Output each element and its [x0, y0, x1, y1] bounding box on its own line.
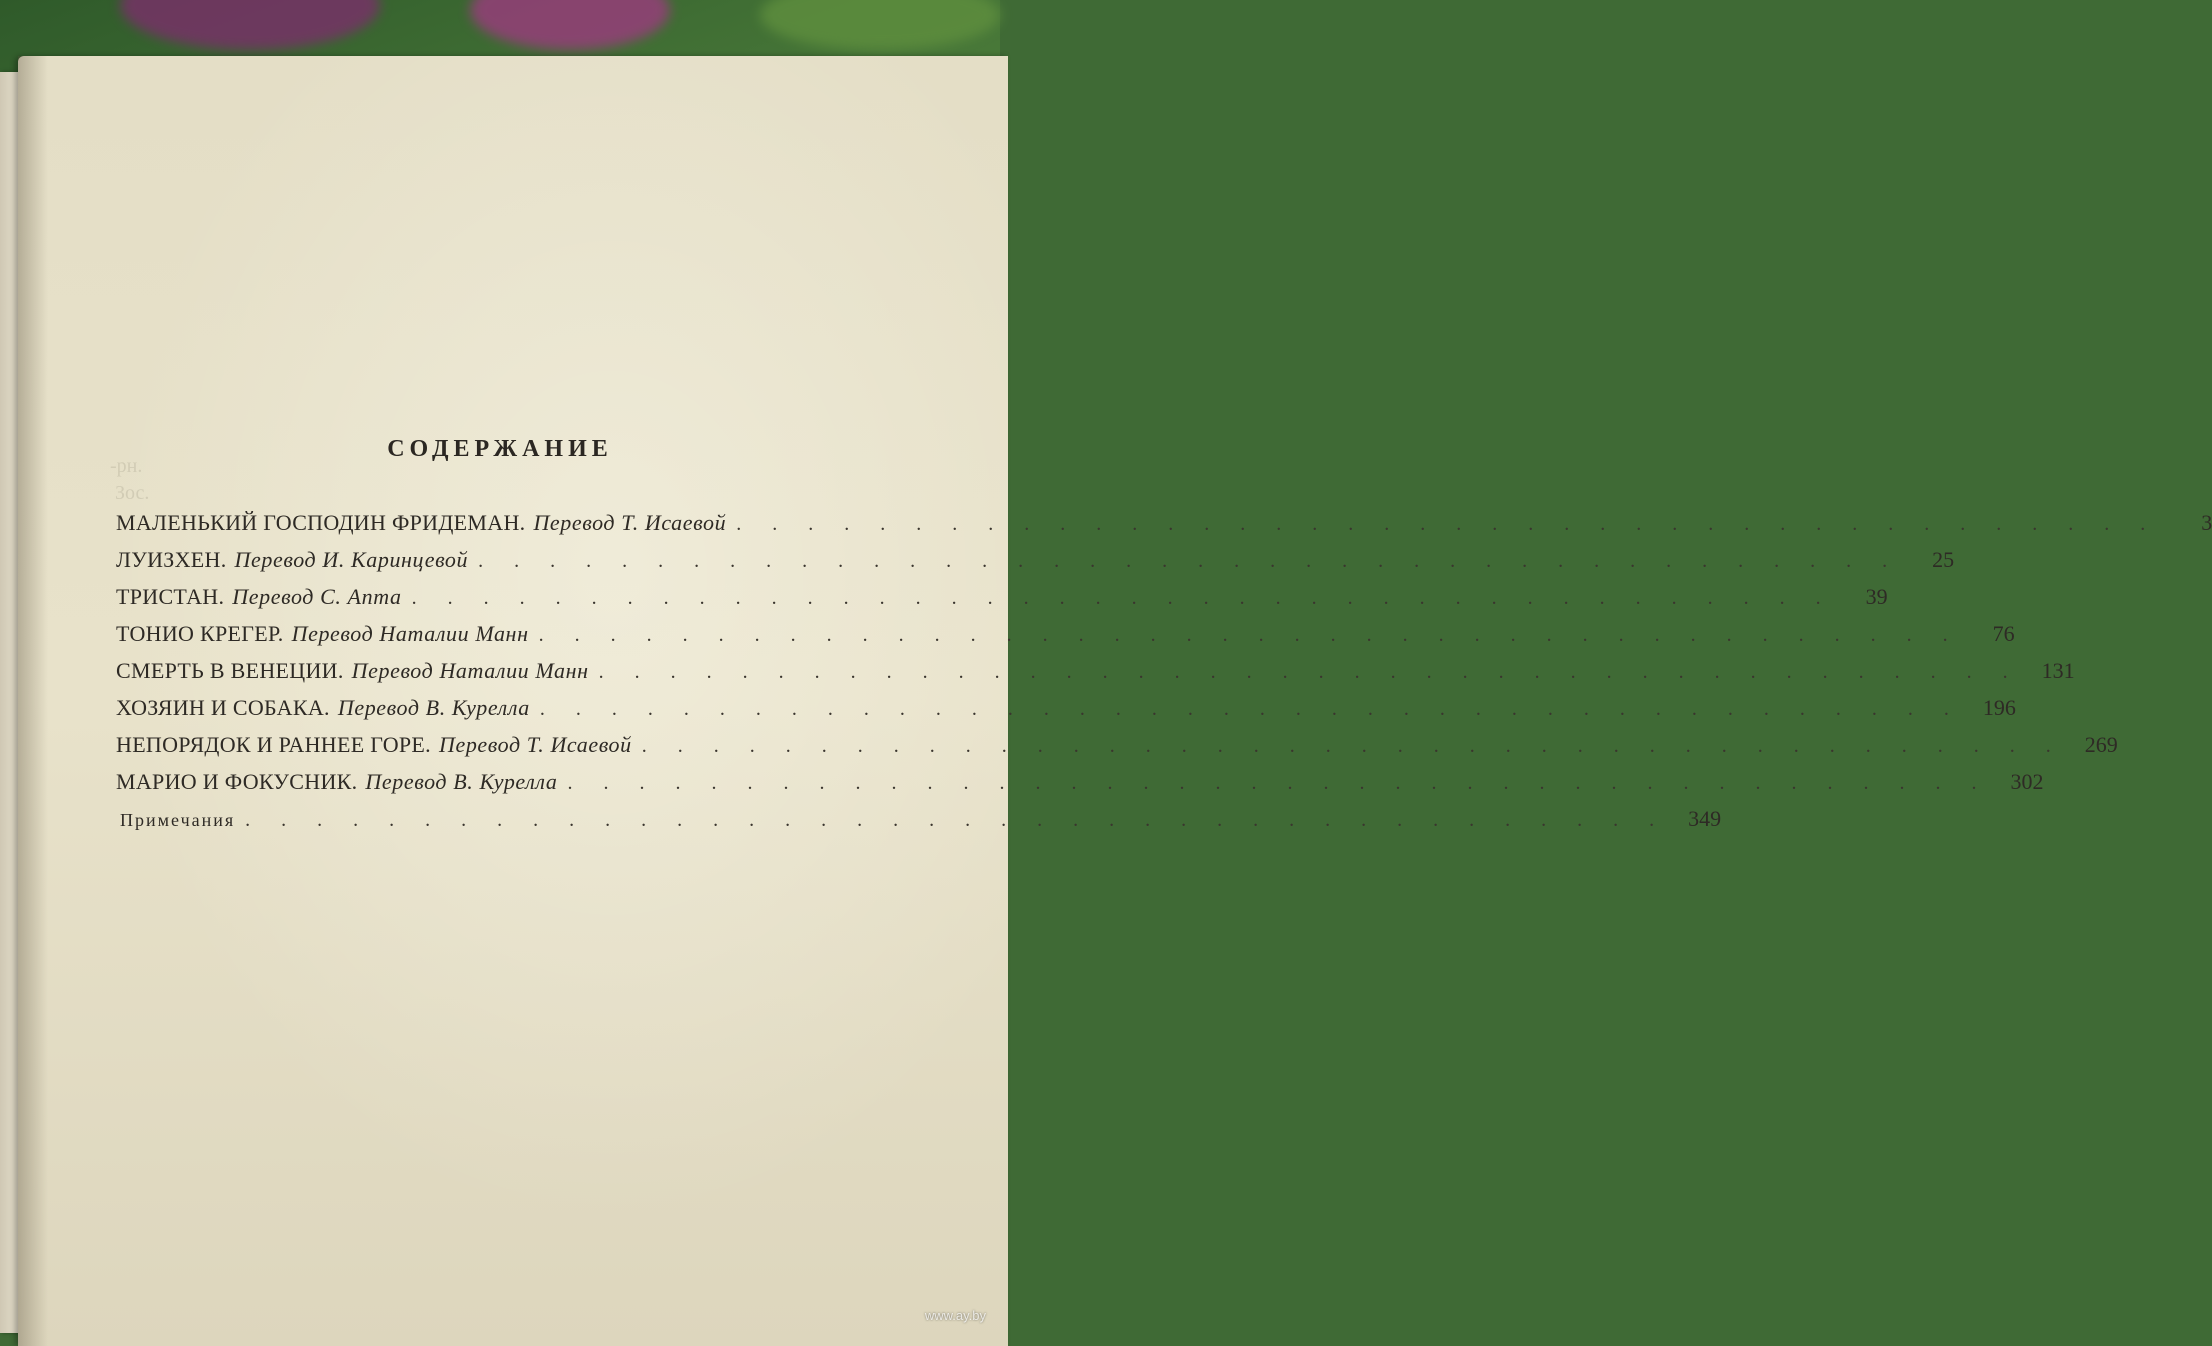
- entry-translator: Перевод Наталии Манн: [291, 621, 529, 646]
- fabric-pattern: [760, 0, 1000, 50]
- dot-leader: . . . . . . . . . . . . . . . . . . . . . . . . . . . . . . . . . . . . . . . .: [411, 587, 1834, 609]
- dot-leader: . . . . . . . . . . . . . . . . . . . . . . . . . . . . . . . . . . . . . . . .: [567, 772, 1990, 794]
- site-watermark: www.ay.by: [924, 1308, 986, 1323]
- entry-page-number: 25: [1932, 547, 1955, 572]
- toc-entry: [116, 695, 2016, 732]
- dot-leader: . . . . . . . . . . . . . . . . . . . . . . . . . . . . . . . . . . . . . . . .: [641, 735, 2064, 757]
- entry-page-number: 76: [1992, 621, 2015, 646]
- entry-translator: Перевод И. Каринцевой: [234, 547, 469, 572]
- entry-translator: Перевод Т. Исаевой: [533, 510, 727, 535]
- contents-heading: СОДЕРЖАНИЕ: [387, 436, 613, 462]
- dot-leader: . . . . . . . . . . . . . . . . . . . . . . . . . . . . . . . . . . . . . . . .: [478, 550, 1901, 572]
- toc-entry: [116, 621, 2015, 658]
- entry-title: ЛУИЗХЕН.: [116, 547, 227, 572]
- entry-page-number: 39: [1865, 584, 1888, 609]
- toc-entry-notes: [116, 806, 1722, 843]
- dot-leader: . . . . . . . . . . . . . . . . . . . . . . . . . . . . . . . . . . . . . . . .: [245, 809, 1668, 831]
- dot-leader: . . . . . . . . . . . . . . . . . . . . . . . . . . . . . . . . . . . . . . . .: [736, 513, 2159, 535]
- entry-title: ХОЗЯИН И СОБАКА.: [116, 695, 330, 720]
- entry-translator: Перевод Т. Исаевой: [438, 732, 632, 757]
- fabric-pattern: [120, 0, 380, 50]
- entry-page-number: 3: [2201, 510, 2212, 535]
- entry-page-number: 196: [1982, 695, 2016, 720]
- entry-title: МАЛЕНЬКИЙ ГОСПОДИН ФРИДЕМАН.: [116, 510, 526, 535]
- entry-title: МАРИО И ФОКУСНИК.: [116, 769, 358, 794]
- bleed-through-text: Зос.: [115, 482, 150, 504]
- entry-title: ТРИСТАН.: [116, 584, 225, 609]
- page-gutter-shadow: [18, 56, 48, 1346]
- entry-title: Примечания: [120, 810, 236, 830]
- fabric-pattern: [470, 0, 670, 50]
- entry-title: НЕПОРЯДОК И РАННЕЕ ГОРЕ.: [116, 732, 431, 757]
- toc-entry: [116, 732, 2118, 769]
- entry-translator: Перевод С. Апта: [232, 584, 402, 609]
- toc-entry: [116, 658, 2075, 695]
- entry-page-number: 131: [2041, 658, 2075, 683]
- entry-page-number: 349: [1688, 806, 1722, 831]
- entry-translator: Перевод В. Курелла: [365, 769, 558, 794]
- toc-entry: [116, 769, 2044, 806]
- bleed-through-text: -рн.: [110, 455, 143, 477]
- entry-translator: Перевод В. Курелла: [337, 695, 530, 720]
- toc-entry: [116, 547, 1955, 584]
- toc-entry: [116, 584, 1888, 621]
- dot-leader: . . . . . . . . . . . . . . . . . . . . . . . . . . . . . . . . . . . . . . . .: [539, 698, 1962, 720]
- entry-page-number: 302: [2010, 769, 2044, 794]
- entry-page-number: 269: [2084, 732, 2118, 757]
- toc-entry: [116, 510, 2212, 547]
- table-of-contents: [116, 510, 2212, 843]
- dot-leader: . . . . . . . . . . . . . . . . . . . . . . . . . . . . . . . . . . . . . . . .: [598, 661, 2021, 683]
- entry-title: СМЕРТЬ В ВЕНЕЦИИ.: [116, 658, 344, 683]
- entry-translator: Перевод Наталии Манн: [351, 658, 589, 683]
- entry-title: ТОНИО КРЕГЕР.: [116, 621, 284, 646]
- dot-leader: . . . . . . . . . . . . . . . . . . . . . . . . . . . . . . . . . . . . . . . .: [538, 624, 1961, 646]
